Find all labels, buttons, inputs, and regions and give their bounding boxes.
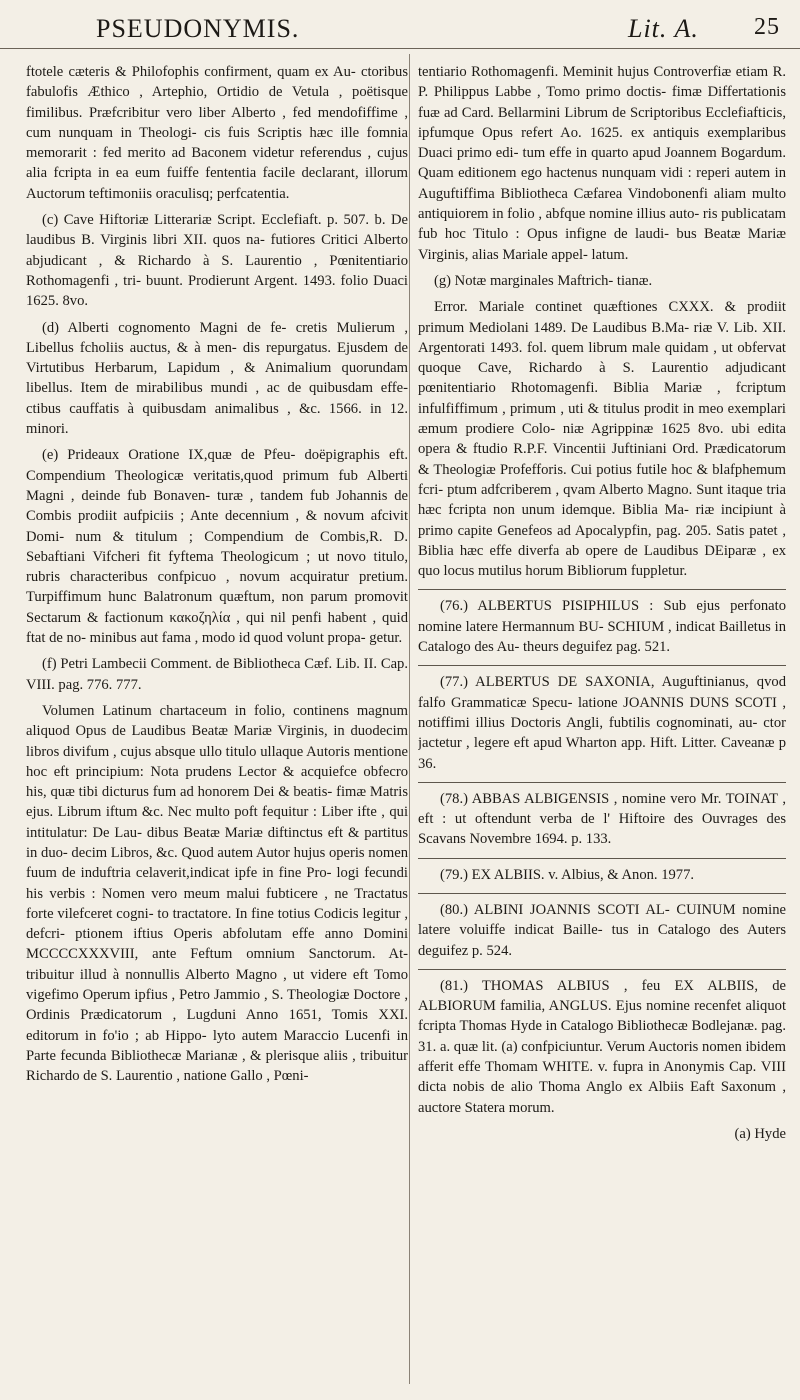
entry-separator	[418, 589, 786, 590]
entry-76: (76.) ALBERTUS PISIPHILUS : Sub ejus perfonato nomine latere Hermannum BU- SCHIUM , indicat Bailletus in Catalogo des Au- theurs deguifez pag. 521.	[418, 598, 786, 656]
catchword: (a) Hyde	[734, 1125, 786, 1142]
column-divider	[409, 54, 410, 1384]
entry-separator	[418, 665, 786, 666]
note-g-text: Error. Mariale continet quæftiones CXXX. & prodiit primum Mediolani 1489. De Laudibus B.Ma- riæ V. Lib. XII. Argentorati 1493. fol. quem librum male quidam , ut obfervat quoque Cave, Richardo à S. Laurentio adjudicant pœnitentiario Rhotomagenfi. Biblia Mariæ , fcriptum infulfiffimum , primum , uti & titulus prodit in meo exemplari æmum prodiere Colo- niæ Agrippinæ 1625 8vo. ubi edita opera & ftudio R.P.F. Vincentii Juftiniani Ord. Prædicatorum & Theologiæ Profefforis. Cui potius futile hoc & blafphemum fcri- ptum adfcriberem , qvam Alberto Magno. Sunt itaque tria hæc fcripta non unum idemque. Biblia Ma- riæ incipiunt à primo capite Genefeos ad Apocalypfin, pag. 205. Satis patet , Biblia hæc effe diverfa ab opere de Laudibus DEiparæ , ex quo locus mutilus horum Bibliorum fuppletur.	[418, 299, 786, 580]
entry-81: (81.) THOMAS ALBIUS , feu EX ALBIIS, de ALBIORUM familia, ANGLUS. Ejus nomine recenfet aliquot fcripta Thomas Hyde in Catalogo Bibliothecæ Bodlejanæ. pag. 31. a. quæ lit. (a) confpiciuntur. Verum Auctoris nomen ibidem afferit effe Thomam WHITE. v. fupra in Anonymis Cap. VIII dicta nobis de alio Thoma Anglo ex Albiis Eaft Saxonum , auctore Statera morum.	[418, 977, 786, 1116]
entry-separator	[418, 969, 786, 970]
running-title: PSEUDONYMIS.	[96, 14, 300, 43]
note-d: (d) Alberti cognomento Magni de fe- cretis Mulierum , Libellus fcholiis auctus, & à men- dis repurgatus. Ejusdem de Virtutibus Herbarum, Lapidum , & Animalium quorundam libellus. Item de mirabilibus mundi , ac de quibusdam effe- ctibus cauffatis à quibusdam animalibus , &c. 1566. in 12. minori.	[26, 319, 408, 438]
paragraph: tentiario Rothomagenfi. Meminit hujus Controverfiæ etiam R. P. Philippus Labbe , Tomo primo doctis- fimæ Differtationis fuæ ad Card. Bellarmini Librum de Scriptoribus Ecclefiafticis, ipfumque Opus refert Ao. 1625. ex antiquis exemplaribus Duaci primo edi- tum effe in quarto apud Joannem Bogardum. Quam editionem ego hactenus nunquam vidi : reperi autem in Auguftiffima Bibliotheca Cæfarea Vindobonenfi aliam multo antiquiorem in folio , abfque nomine illius auto- ris publicatam fub hoc Titulo : Opus infigne de laudi- bus Beatæ Mariæ Virginis, alias Mariale appel- latum.	[418, 64, 786, 263]
entry-79: (79.) EX ALBIIS. v. Albius, & Anon. 1977.	[440, 866, 695, 883]
note-f-quote: Volumen Latinum chartaceum in folio, continens magnum aliquod Opus de Laudibus Beatæ Mariæ Virginis, in duodecim libros divifum , cujus absque ullo titulo ullaque Autoris mentione hoc eft principium: Nota prudens Lector & acquiefce obfecro his, quæ tibi dicturus fum ad honorem Dei & beatis- fimæ Matris ejus. Librum iftum &c. Nec multo poft fequitur : Liber ifte , qui intitulatur: De Lau- dibus Beatæ Mariæ diftinctus eft & partitus in duo- decim Libros, &c. Quod autem Autor hujus operis nomen fuum de induftria celaverit,indicat ipfe in fine Pro- logi fecundi his verbis : Nomen vero meum malui fubticere , ne Tractatus forte vilefceret cogni- to tractatore. In fine totius Codicis legitur , defcri- ptionem iftius Operis abfolutam effe anno Domini MCCCCXXXVIII, ante Feftum omnium Sanctorum. At- tribuitur illud à nonnullis Alberto Magno , ut videre eft Tomo vigefimo Operum ipfius , Petro Jammio , S. Theologiæ Doctore , Ordinis Prædicatorum , Lugduni Anno 1651, Tomis XXI. editorum in fo'io ; ab Hippo- lyto autem Maraccio Lucenfi in Parte fecunda Bibliothecæ Marianæ , & plerisque aliis , tribuitur Richardo de S. Laurentio , natione Gallo , Pœni-	[26, 702, 408, 1085]
entry-80: (80.) ALBINI JOANNIS SCOTI AL- CUINUM nomine latere voluiffe indicat Baille- tus in Catalogo des Auters deguifez p. 524.	[418, 901, 786, 959]
entry-separator	[418, 782, 786, 783]
note-e: (e) Prideaux Oratione IX,quæ de Pfeu- doëpigraphis eft. Compendium Theologicæ veritatis,quod primum fub Alberti Magni , deinde fub Bonaven- turæ , tandem fub Johannis de Combis prodiit aufpiciis ; Ante decennium , & novum afcivit Domi- num & titulum ; Compendium de Combis,R. D. Sebaftiani Vifcheri fit fyftema Theologicum ; ut novo titulo, rubris characteribus confpicuo , novum acquiratur pretium. Turpiffimum hunc Balatronum quæftum, non parum promovit Sectarum & factionum κακοζηλία , qui nil penfi habent , quid ftat de no- minibus aut fama , modo id quod volunt propa- getur.	[26, 447, 408, 647]
running-header	[0, 8, 800, 52]
entry-separator	[418, 858, 786, 859]
page-number: 25	[754, 14, 780, 40]
note-c: (c) Cave Hiftoriæ Litterariæ Script. Ecclefiaft. p. 507. b. De laudibus B. Virginis libri XII. quos na- futiores Critici Alberto abjudicant , & Richardo à S. Laurentio , Pœnitentiario Rothomagenfi , tri- buunt. Prodierunt Argent. 1493. folio Duaci 1625. 8vo.	[26, 212, 408, 310]
entry-77: (77.) ALBERTUS DE SAXONIA, Auguftinianus, qvod falfo Grammaticæ Specu- latione JOANNIS DUNS SCOTI , notiffimi illius Doctoris Angli, fubtilis cognominati, au- ctor jactetur , legere eft apud Wharton app. Hift. Litter. Caveanæ p 36.	[418, 674, 786, 772]
right-column	[418, 62, 786, 1392]
section-label: Lit. A.	[628, 14, 699, 43]
note-f: (f) Petri Lambecii Comment. de Bibliotheca Cæf. Lib. II. Cap. VIII. pag. 776. 777.	[26, 656, 408, 693]
note-g: (g) Notæ marginales Maftrich- tianæ.	[434, 272, 653, 289]
header-rule	[0, 48, 800, 49]
entry-78: (78.) ABBAS ALBIGENSIS , nomine vero Mr. TOINAT , eft : ut oftendunt verba de l' Hiftoire des Ouvrages des Scavans Novembre 1694. p. 133.	[418, 790, 786, 848]
left-column	[26, 62, 408, 1392]
paragraph: ftotele cæteris & Philofophis confirment, quam ex Au- ctoribus fabulofis Æthico , Artephio, Ortidio de Vetula , poëtisque fimilibus. Præfcribitur vero liber Alberto , fed mendofiffime , cum nunquam in Theologi- cis fuis Scriptis hæc ille fomnia memorarit : fed merito ad Baconem videtur referendus , cujus alia fcripta in ea eum fuiffe fententia facile declarant, illorum Auctorum teftimoniis oraculisq; perfcatentia.	[26, 64, 408, 202]
entry-separator	[418, 893, 786, 894]
